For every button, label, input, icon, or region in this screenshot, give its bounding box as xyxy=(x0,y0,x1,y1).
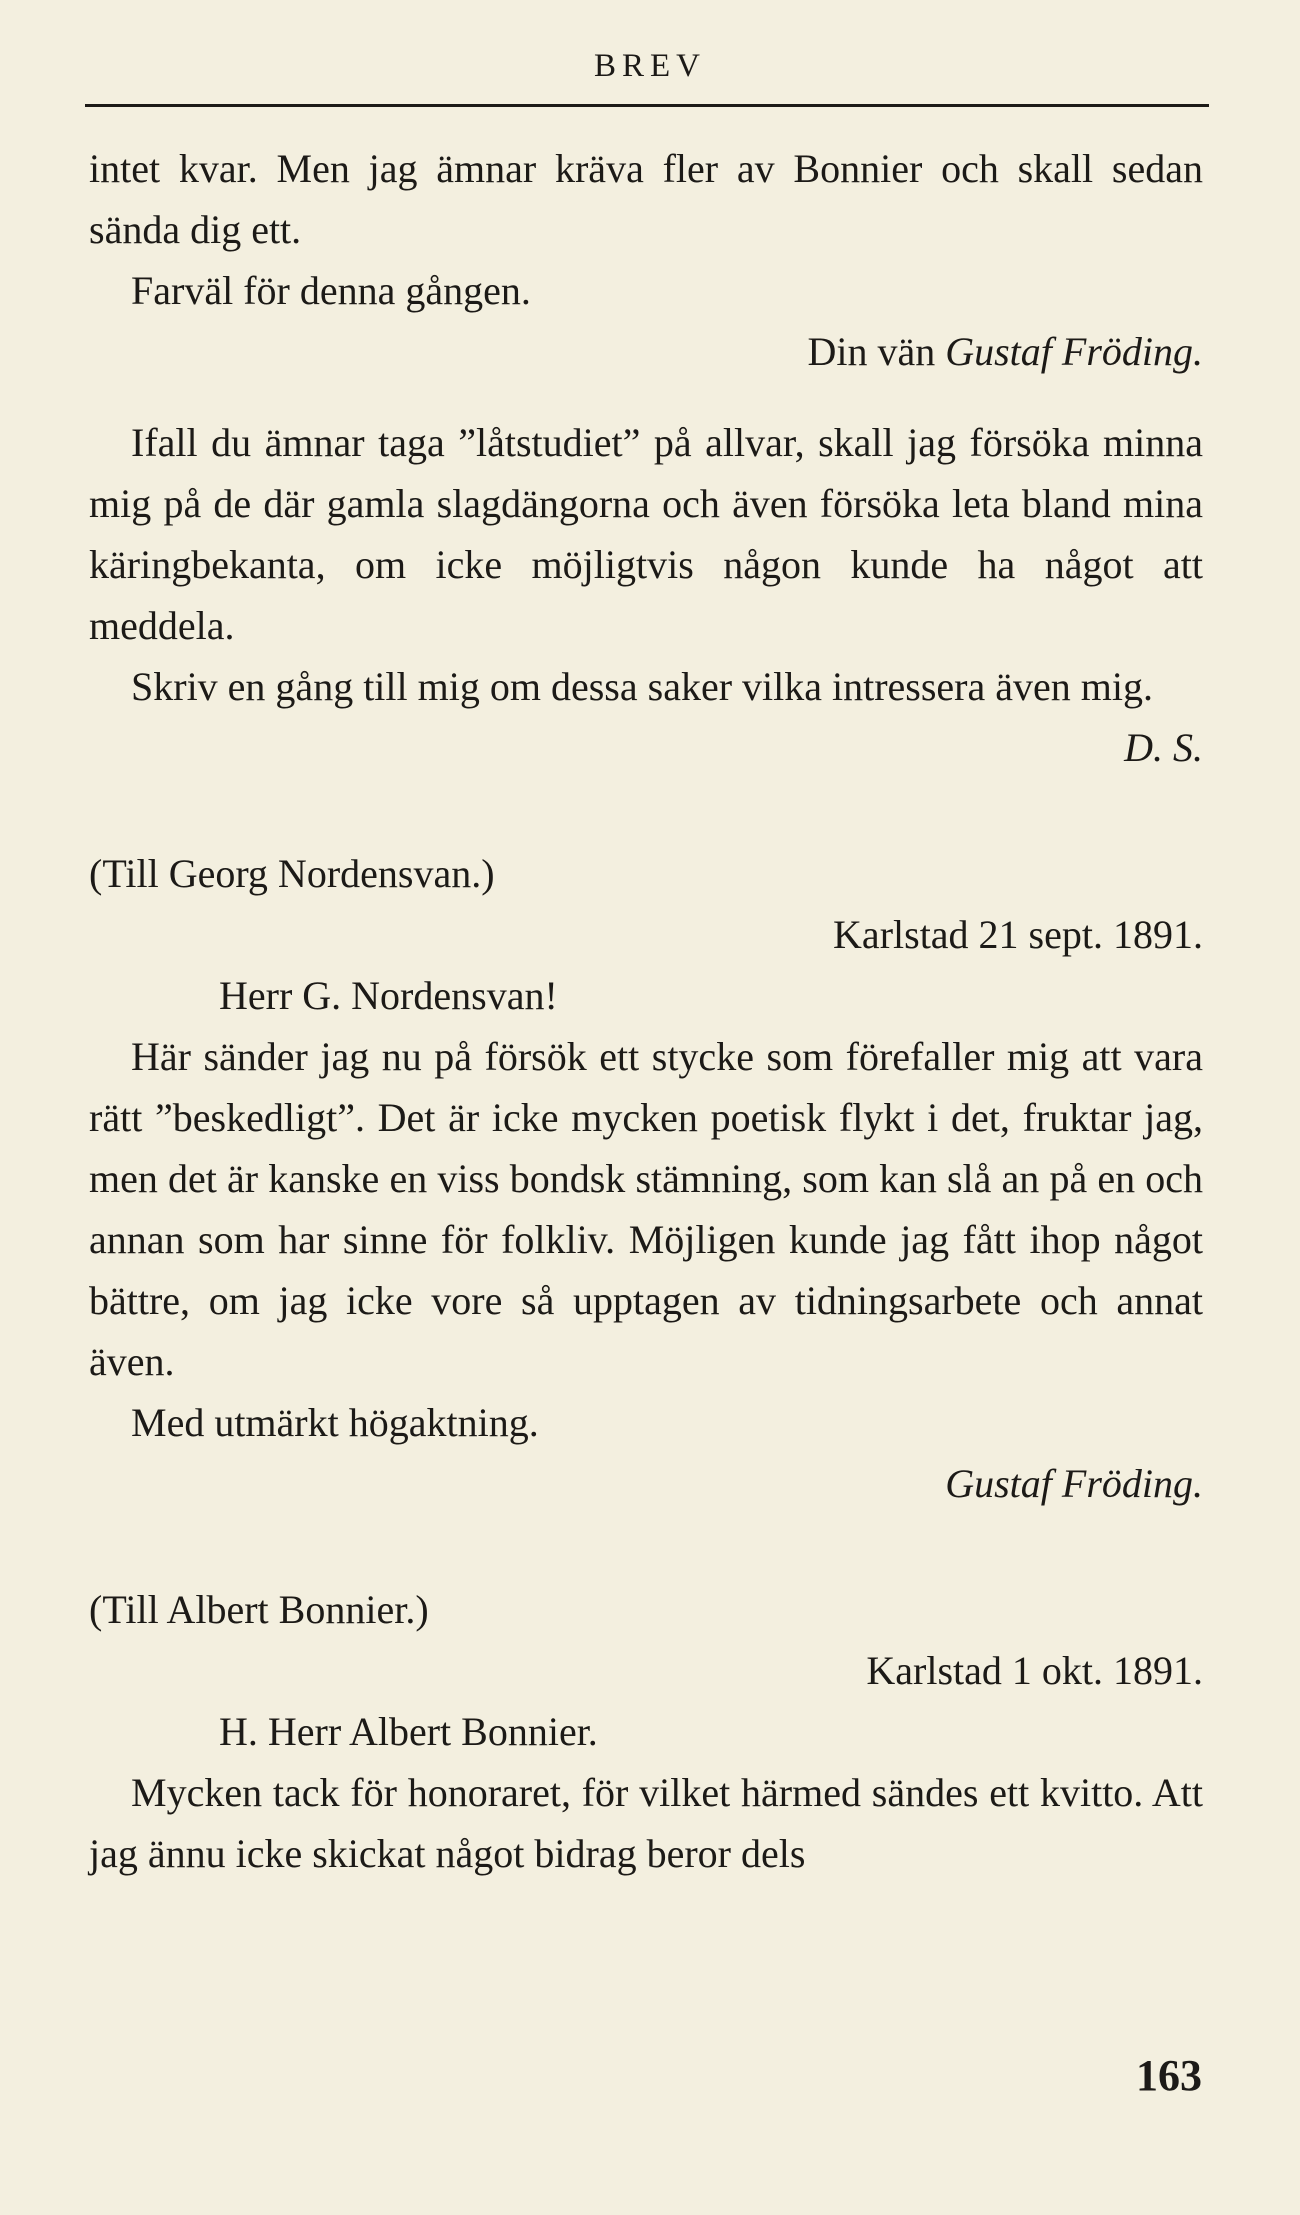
paragraph: Farväl för denna gången. xyxy=(131,268,531,313)
ps-signature xyxy=(89,717,1203,778)
closing-prefix: Din vän xyxy=(807,329,936,374)
closing-line xyxy=(89,321,1203,382)
paragraph: intet kvar. Men jag ämnar kräva fler av Bonnier och skall sedan sända dig ett. xyxy=(89,146,1203,252)
signature: Gustaf Fröding. xyxy=(945,1461,1203,1506)
signature: Gustaf Fröding. xyxy=(945,329,1203,374)
recipient-line: (Till Albert Bonnier.) xyxy=(89,1587,429,1632)
running-header: BREV xyxy=(593,48,706,84)
header-rule xyxy=(85,104,1209,107)
salutation: Herr G. Nordensvan! xyxy=(219,973,558,1018)
paragraph: Mycken tack för honoraret, för vilket härmed sändes ett kvitto. Att jag ännu icke skickat något bidrag beror dels xyxy=(89,1770,1203,1876)
signature-line xyxy=(89,1453,1203,1514)
ps-signature-text: D. S. xyxy=(1124,725,1203,770)
salutation: H. Herr Albert Bonnier. xyxy=(219,1709,598,1754)
page-number: 163 xyxy=(1136,2051,1202,2100)
place-date: Karlstad 1 okt. 1891. xyxy=(866,1648,1203,1693)
page-body xyxy=(89,138,1203,1884)
paragraph: Ifall du ämnar taga ”låtstudiet” på allvar, skall jag försöka minna mig på de där gamla slagdängorna och även försöka leta bland mina käringbekanta, om icke möjligtvis någon kunde ha något att meddela. xyxy=(89,420,1203,648)
paragraph: Skriv en gång till mig om dessa saker vilka intressera även mig. xyxy=(131,664,1153,709)
place-date: Karlstad 21 sept. 1891. xyxy=(833,912,1203,957)
paragraph: Här sänder jag nu på försök ett stycke som förefaller mig att vara rätt ”beskedligt”. Det är icke mycken poetisk flykt i det, fruktar jag, men det är kanske en viss bondsk stämning, som kan slå an på en och annan som har sinne för folkliv. Möjligen kunde jag fått ihop något bättre, om jag icke vore så upptagen av tidningsarbete och annat även. xyxy=(89,1034,1203,1384)
closing-line: Med utmärkt högaktning. xyxy=(131,1400,539,1445)
recipient-line: (Till Georg Nordensvan.) xyxy=(89,851,495,896)
